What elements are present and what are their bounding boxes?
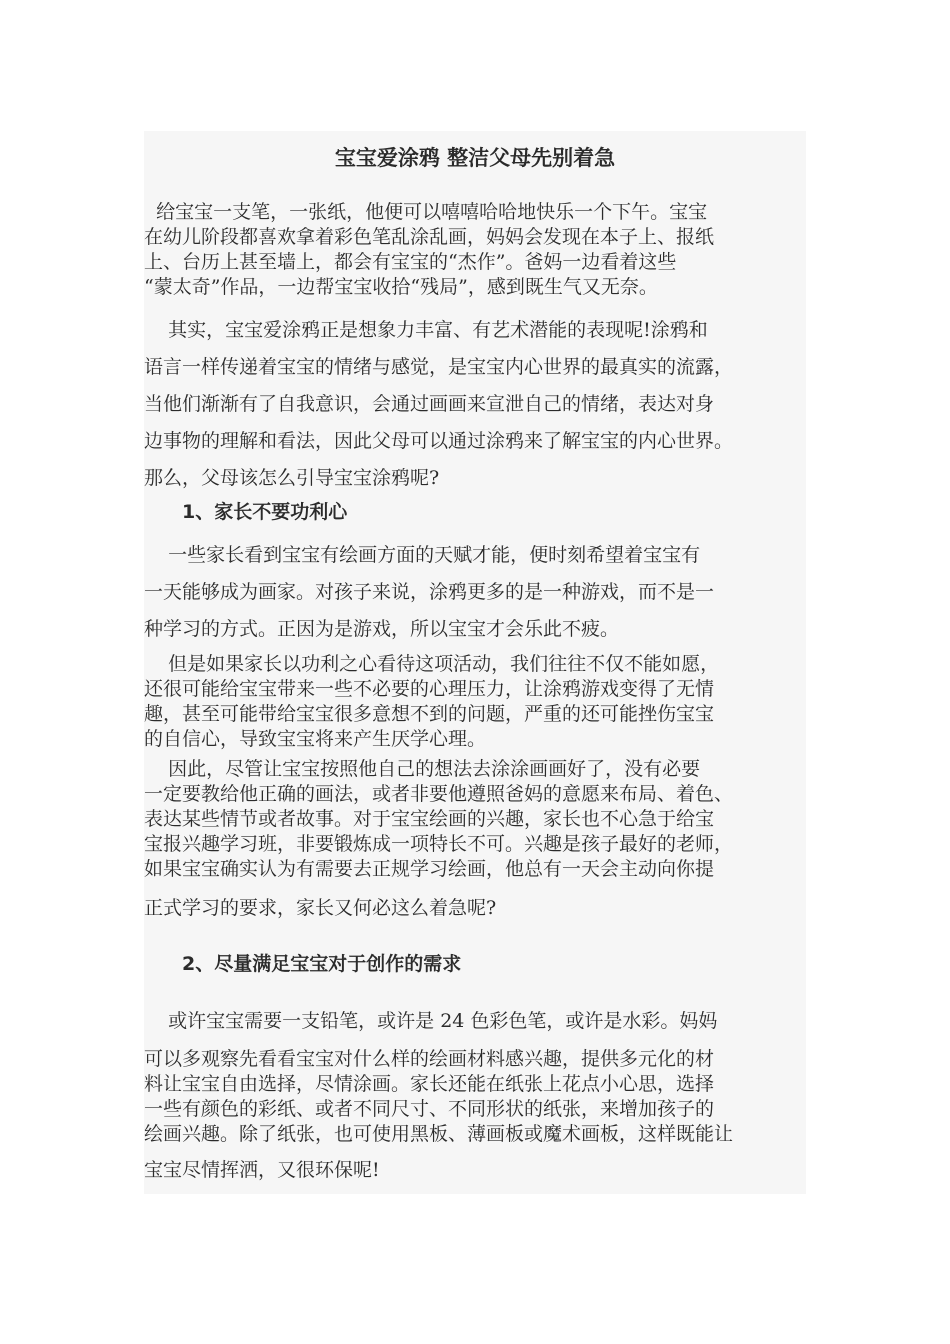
text-line: 其实，宝宝爱涂鸦正是想象力丰富、有艺术潜能的表现呢!涂鸦和 [144, 319, 708, 341]
section2-paragraph [144, 1047, 806, 1147]
section-heading-1: 1、家长不要功利心 [182, 501, 348, 523]
text-line: 一些有颜色的彩纸、或者不同尺寸、不同形状的纸张，来增加孩子的 [144, 1098, 715, 1120]
text-line: 在幼儿阶段都喜欢拿着彩色笔乱涂乱画，妈妈会发现在本子上、报纸 [144, 226, 715, 248]
text-line: 料让宝宝自由选择，尽情涂画。家长还能在纸张上花点小心思，选择 [144, 1073, 715, 1095]
text-line: 那么，父母该怎么引导宝宝涂鸦呢? [144, 467, 440, 489]
text-line: 一天能够成为画家。对孩子来说，涂鸦更多的是一种游戏，而不是一 [144, 581, 715, 603]
text-line: 种学习的方式。正因为是游戏，所以宝宝才会乐此不疲。 [144, 618, 620, 640]
section1-paragraph-3 [144, 757, 806, 882]
text-line: 绘画兴趣。除了纸张，也可使用黑板、薄画板或魔术画板，这样既能让 [144, 1123, 734, 1145]
text-line: 或许宝宝需要一支铅笔，或许是 24 色彩色笔，或许是水彩。妈妈 [144, 1010, 718, 1032]
text-line: 一些家长看到宝宝有绘画方面的天赋才能，便时刻希望着宝宝有 [144, 544, 701, 566]
article-title: 宝宝爱涂鸦 整洁父母先别着急 [334, 146, 616, 170]
text-line: 正式学习的要求，家长又何必这么着急呢? [144, 897, 497, 919]
text-line: 当他们渐渐有了自我意识，会通过画画来宣泄自己的情绪，表达对身 [144, 393, 715, 415]
text-line: 上、台历上甚至墙上，都会有宝宝的“杰作”。爸妈一边看着这些 [144, 251, 677, 273]
text-line: 如果宝宝确实认为有需要去正规学习绘画，他总有一天会主动向你提 [144, 858, 715, 880]
text-line: 给宝宝一支笔，一张纸，他便可以嘻嘻哈哈地快乐一个下午。宝宝 [144, 201, 708, 223]
text-line: 还很可能给宝宝带来一些不必要的心理压力，让涂鸦游戏变得了无情 [144, 678, 715, 700]
text-line: 因此，尽管让宝宝按照他自己的想法去涂涂画画好了，没有必要 [144, 758, 701, 780]
section1-paragraph-3-end [144, 896, 806, 921]
text-line: “蒙太奇”作品，一边帮宝宝收拾“残局”，感到既生气又无奈。 [144, 276, 658, 298]
paragraph-imagination [144, 312, 806, 497]
section1-paragraph-1 [144, 537, 806, 648]
text-line: 一定要教给他正确的画法，或者非要他遵照爸妈的意愿来布局、着色、 [144, 783, 734, 805]
text-line: 但是如果家长以功利之心看待这项活动，我们往往不仅不能如愿， [144, 653, 720, 675]
section2-paragraph-end [144, 1158, 806, 1183]
text-line: 宝报兴趣学习班，非要锻炼成一项特长不可。兴趣是孩子最好的老师， [144, 833, 734, 855]
text-line: 语言一样传递着宝宝的情绪与感觉，是宝宝内心世界的最真实的流露， [144, 356, 734, 378]
section-heading-2: 2、尽量满足宝宝对于创作的需求 [182, 953, 462, 975]
section1-paragraph-2 [144, 652, 806, 752]
section2-paragraph-first-line [144, 1009, 806, 1034]
text-line: 边事物的理解和看法，因此父母可以通过涂鸦来了解宝宝的内心世界。 [144, 430, 734, 452]
text-line: 表达某些情节或者故事。对于宝宝绘画的兴趣，家长也不心急于给宝 [144, 808, 715, 830]
text-line: 趣，甚至可能带给宝宝很多意想不到的问题，严重的还可能挫伤宝宝 [144, 703, 715, 725]
text-line: 宝宝尽情挥洒，又很环保呢! [144, 1159, 380, 1181]
text-line: 可以多观察先看看宝宝对什么样的绘画材料感兴趣，提供多元化的材 [144, 1048, 715, 1070]
intro-paragraph [144, 200, 806, 300]
text-line: 的自信心，导致宝宝将来产生厌学心理。 [144, 728, 487, 750]
